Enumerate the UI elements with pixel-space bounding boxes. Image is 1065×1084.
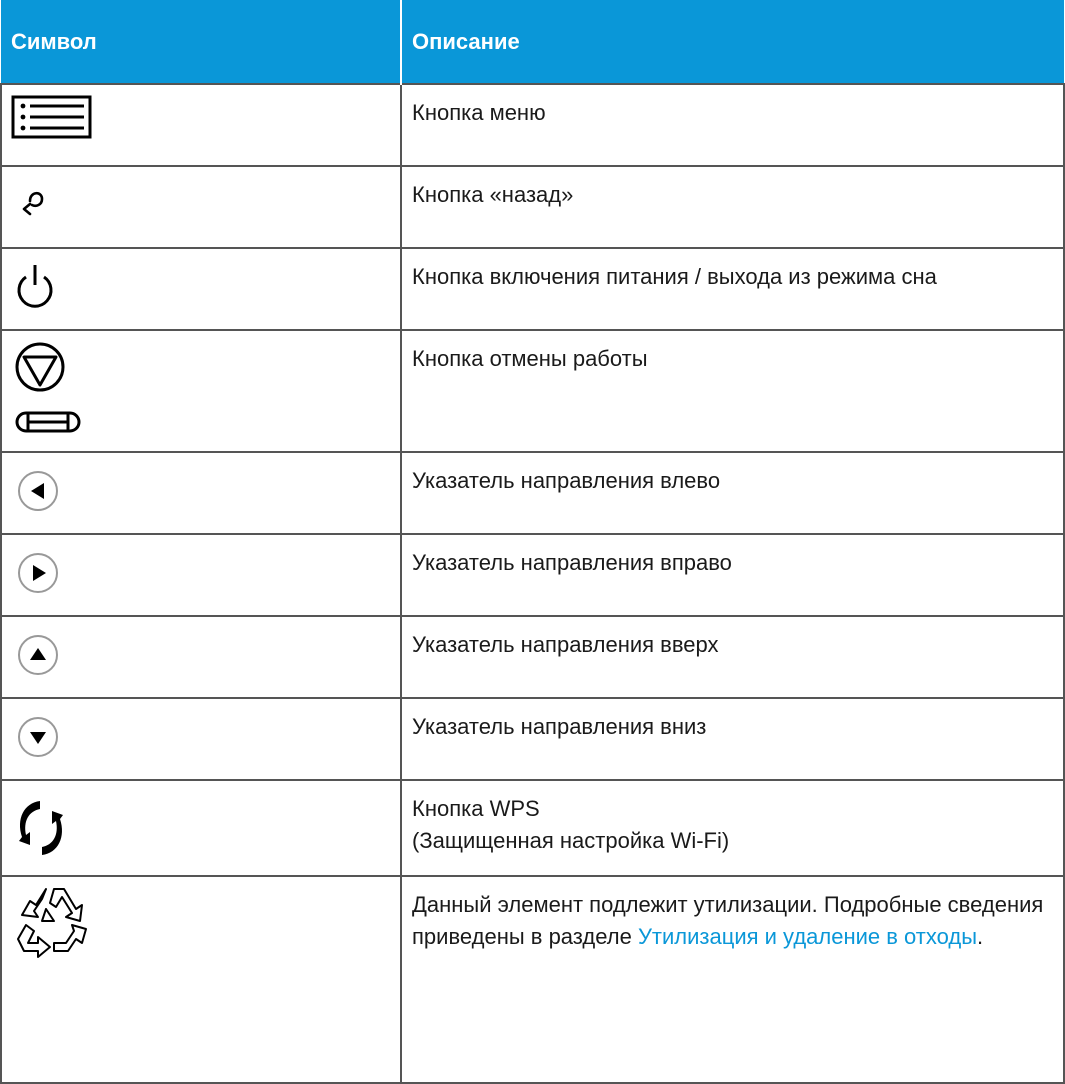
description-cell: Кнопка включения питания / выхода из режима сна [401, 248, 1064, 330]
table-header-row [1, 0, 1064, 84]
recycling-link[interactable]: Утилизация и удаление в отходы [637, 924, 978, 949]
table-row [1, 616, 1064, 698]
arrow-down-icon [2, 699, 102, 781]
description-cell: Указатель направления влево [401, 452, 1064, 534]
wps-icon [2, 781, 102, 877]
description-cell [401, 876, 1064, 1083]
description-cell [401, 780, 1064, 876]
description-cell: Указатель направления вверх [401, 616, 1064, 698]
symbol-cell [1, 330, 401, 452]
symbol-cell [1, 84, 401, 166]
description-cell: Кнопка отмены работы [401, 330, 1064, 452]
description-text-end: . [977, 924, 984, 949]
table-row [1, 452, 1064, 534]
table-row [1, 698, 1064, 780]
header-description: Описание [401, 0, 1064, 84]
table-row [1, 166, 1064, 248]
table-row [1, 84, 1064, 166]
description-cell: Указатель направления вправо [401, 534, 1064, 616]
description-text: Данный элемент подлежит утилизации. Подробные сведения приведены в разделе [412, 892, 1044, 949]
menu-icon [2, 85, 102, 167]
description-cell: Кнопка меню [401, 84, 1064, 166]
symbol-cell [1, 616, 401, 698]
header-symbol: Символ [1, 0, 401, 84]
table-row [1, 780, 1064, 876]
table-row [1, 876, 1064, 1083]
description-line: Кнопка WPS [412, 796, 540, 821]
symbol-cell [1, 780, 401, 876]
symbol-cell [1, 452, 401, 534]
arrow-up-icon [2, 617, 102, 699]
table-row [1, 330, 1064, 452]
arrow-left-icon [2, 453, 102, 535]
symbol-cell [1, 534, 401, 616]
symbol-cell [1, 166, 401, 248]
cancel-job-icon [2, 331, 102, 453]
table-row [1, 534, 1064, 616]
recycle-icon [2, 877, 102, 997]
description-cell: Кнопка «назад» [401, 166, 1064, 248]
description-cell: Указатель направления вниз [401, 698, 1064, 780]
symbol-cell [1, 876, 401, 1083]
back-icon [2, 167, 102, 249]
power-icon [2, 249, 102, 331]
description-line: (Защищенная настройка Wi-Fi) [412, 828, 730, 853]
table-row [1, 248, 1064, 330]
arrow-right-icon [2, 535, 102, 617]
symbol-cell [1, 698, 401, 780]
symbol-cell [1, 248, 401, 330]
